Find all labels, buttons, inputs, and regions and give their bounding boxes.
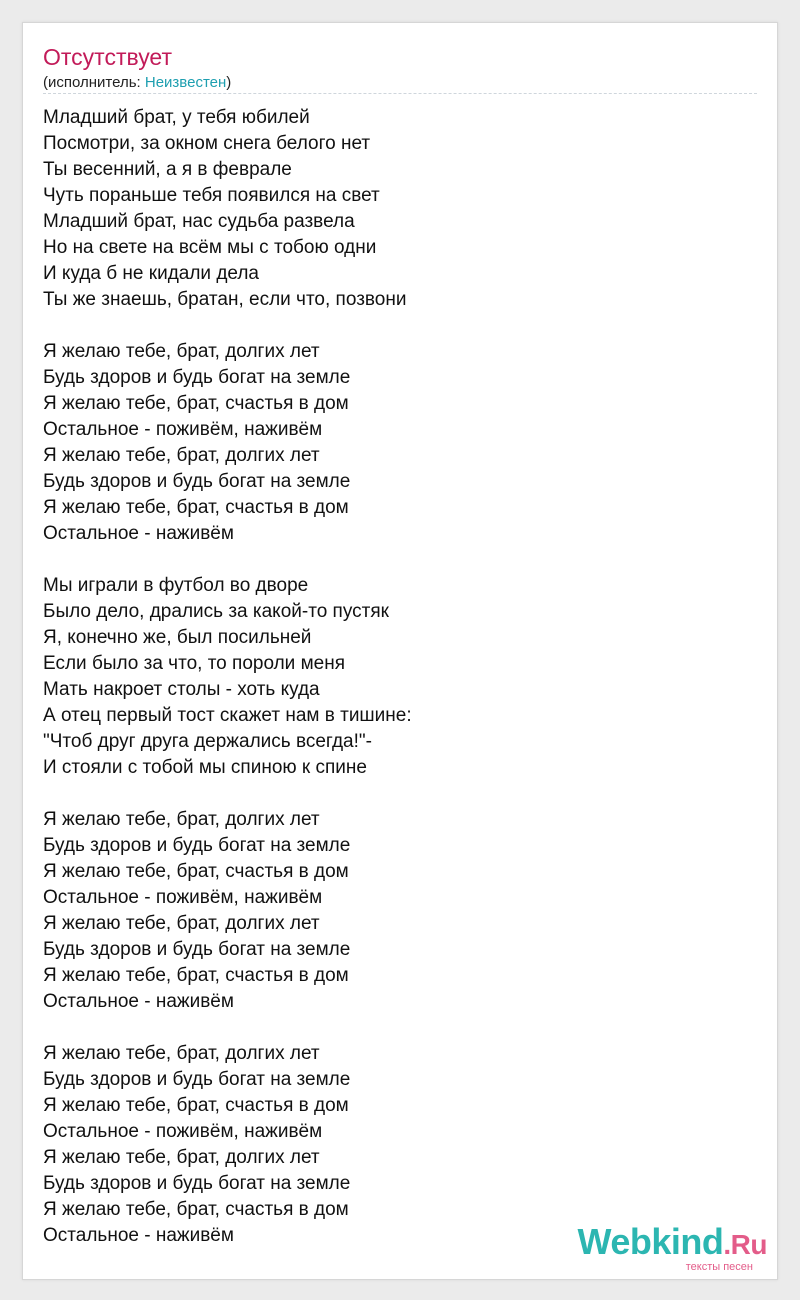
lyric-line: Будь здоров и будь богат на земле — [43, 939, 351, 960]
stanza-break — [43, 313, 412, 339]
lyric-line: И куда б не кидали дела — [43, 263, 259, 284]
performer-prefix: (исполнитель: — [43, 74, 145, 91]
watermark-tld: .Ru — [723, 1229, 767, 1260]
lyric-line: Будь здоров и будь богат на земле — [43, 1173, 351, 1194]
lyric-line: Ты весенний, а я в феврале — [43, 159, 292, 180]
lyric-line: А отец первый тост скажет нам в тишине: — [43, 705, 412, 726]
lyric-line: Остальное - поживём, наживём — [43, 1121, 323, 1142]
watermark-brand: Webkind — [577, 1221, 724, 1262]
lyric-line: Ты же знаешь, братан, если что, позвони — [43, 289, 407, 310]
lyric-line: Младший брат, у тебя юбилей — [43, 107, 310, 128]
lyric-line: Посмотри, за окном снега белого нет — [43, 133, 371, 154]
lyrics-card — [22, 22, 778, 1280]
stanza-break — [43, 1015, 412, 1041]
stanza-break — [43, 781, 412, 807]
site-watermark — [577, 1221, 767, 1273]
lyric-line: Но на свете на всём мы с тобою одни — [43, 237, 377, 258]
lyric-line: Чуть пораньше тебя появился на свет — [43, 185, 380, 206]
lyric-line: Я желаю тебе, брат, долгих лет — [43, 809, 320, 830]
lyric-line: Я желаю тебе, брат, долгих лет — [43, 341, 320, 362]
performer-line — [43, 73, 231, 93]
performer-suffix: ) — [226, 74, 232, 91]
lyric-line: Будь здоров и будь богат на земле — [43, 835, 351, 856]
lyric-line: Я желаю тебе, брат, счастья в дом — [43, 861, 349, 882]
lyrics-text — [43, 105, 412, 1249]
lyric-line: Остальное - наживём — [43, 1225, 234, 1246]
lyric-line: Было дело, дрались за какой-то пустяк — [43, 601, 389, 622]
lyric-line: Будь здоров и будь богат на земле — [43, 471, 351, 492]
lyric-line: Я желаю тебе, брат, долгих лет — [43, 1043, 320, 1064]
lyric-line: И стояли с тобой мы спиною к спине — [43, 757, 367, 778]
lyric-line: Будь здоров и будь богат на земле — [43, 1069, 351, 1090]
lyric-line: Остальное - поживём, наживём — [43, 887, 323, 908]
lyric-line: Мы играли в футбол во дворе — [43, 575, 309, 596]
lyric-line: Будь здоров и будь богат на земле — [43, 367, 351, 388]
lyric-line: Я желаю тебе, брат, долгих лет — [43, 1147, 320, 1168]
lyric-line: Я желаю тебе, брат, счастья в дом — [43, 393, 349, 414]
lyric-line: Если было за что, то пороли меня — [43, 653, 345, 674]
dashed-divider — [43, 93, 757, 94]
stanza-break — [43, 547, 412, 573]
lyric-line: Я желаю тебе, брат, счастья в дом — [43, 497, 349, 518]
lyric-line: Я желаю тебе, брат, счастья в дом — [43, 1095, 349, 1116]
lyric-line: Остальное - поживём, наживём — [43, 419, 323, 440]
watermark-tagline: тексты песен — [685, 1261, 753, 1273]
song-title: Отсутствует — [43, 44, 172, 70]
lyric-line: Остальное - наживём — [43, 523, 234, 544]
lyric-line: Я, конечно же, был посильней — [43, 627, 312, 648]
lyric-line: Я желаю тебе, брат, счастья в дом — [43, 1199, 349, 1220]
watermark-logo — [577, 1221, 767, 1263]
lyric-line: Я желаю тебе, брат, счастья в дом — [43, 965, 349, 986]
lyric-line: Младший брат, нас судьба развела — [43, 211, 355, 232]
lyric-line: "Чтоб друг друга держались всегда!"- — [43, 731, 372, 752]
lyric-line: Мать накроет столы - хоть куда — [43, 679, 320, 700]
performer-link[interactable]: Неизвестен — [144, 74, 227, 91]
lyric-line: Я желаю тебе, брат, долгих лет — [43, 445, 320, 466]
lyric-line: Остальное - наживём — [43, 991, 234, 1012]
lyric-line: Я желаю тебе, брат, долгих лет — [43, 913, 320, 934]
